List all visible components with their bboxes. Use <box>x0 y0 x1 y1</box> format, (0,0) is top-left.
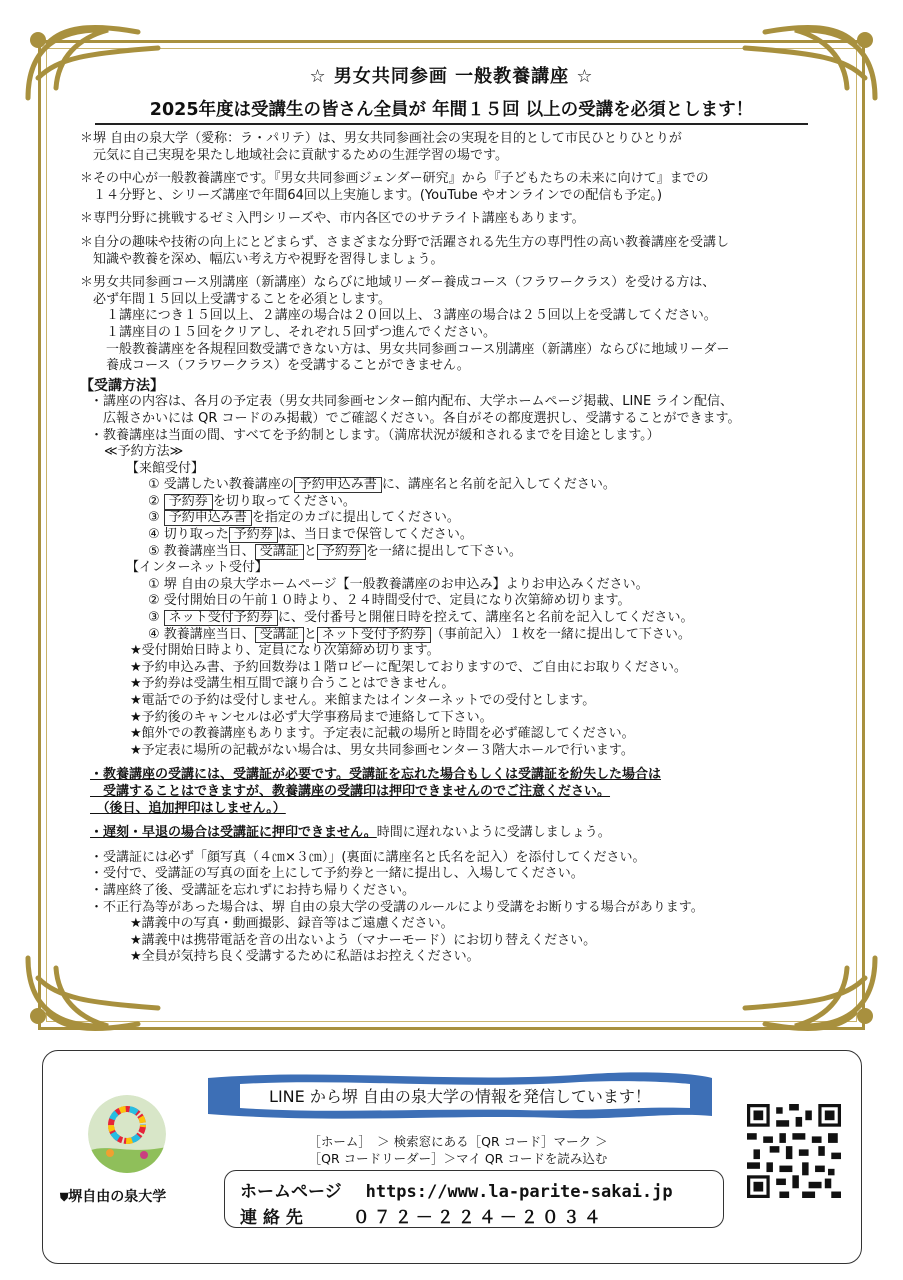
late-notice: ・遅刻・早退の場合は受講証に押印できません。時間に遅れないように受講しましょう。 <box>90 825 611 841</box>
shield-icon: ⛊ <box>60 1191 69 1204</box>
net-ticket-label: ネット受付予約券 <box>317 627 431 643</box>
visit-heading: 【来館受付】 <box>126 460 205 476</box>
visit-step-3: ③ 予約申込み書 を指定のカゴに提出してください。 <box>148 510 460 526</box>
intro-paragraph-4: ＊自分の趣味や技術の向上にとどまらず、さまざまな分野で活躍される先生方の専門性の高い教養講座を受講し 知識や教養を深め、幅広い考え方や視野を習得しましょう。 <box>80 234 729 267</box>
visit-step-1: ① 受講したい教養講座の 予約申込み書 に、講座名と名前を記入してください。 <box>148 477 616 493</box>
homepage-link[interactable]: https://www.la-parite-sakai.jp <box>365 1182 673 1202</box>
intro-paragraph-5: ＊男女共同参画コース別講座（新講座）ならびに地域リーダー養成コース（フラワークラス）を受ける方は、 必ず年間１５回以上受講することを必須とします。 １講座につき１５回以上、２講座の場合は２０回以上、３講座の場合は２５回以上を受講してください。 １講座目の１５回をクリアし、それぞれ５回ずつ進んでください。 一般教養講座を各規程回数受講できない方は、男女共同参画コース別講座（新講座）ならびに地域リーダー 養成コース（フラワークラス）を受講することができません。 <box>80 275 730 374</box>
visit-steps <box>80 477 825 560</box>
ticket-label: 予約券 <box>317 544 366 560</box>
reservation-form-label: 予約申込み書 <box>164 510 252 526</box>
manners-list: ★講義中の写真・動画撮影、録音等はご遠慮ください。 ★講義中は携帯電話を音の出ないよう（マナーモード）にお切り替えください。 ★全員が気持ち良く受講するために私語はお控えください。 <box>130 916 597 965</box>
net-step-4: ④ 教養講座当日、 受講証 と ネット受付予約券 （事前記入）１枚を一緒に提出して下さい。 <box>148 626 691 642</box>
page-title: ☆ 男女共同参画 一般教養講座 ☆ <box>309 66 594 87</box>
reservation-form-label: 予約申込み書 <box>294 477 382 493</box>
net-steps <box>80 577 825 643</box>
main-content <box>80 131 825 966</box>
sdgs-logo-icon <box>88 1095 166 1173</box>
page-subtitle: 2025年度は受講生の皆さん全員が 年間１５回 以上の受講を必須とします！ <box>95 96 808 125</box>
reservation-notes: ★受付開始日時より、定員になり次第締め切ります。 ★予約申込み書、予約回数券は１階ロビーに配架しておりますので、ご自由にお取りください。 ★予約券は受講生相互間で譲り合うことはできません。 ★電話での予約は受付しません。来館またはインターネットでの受付とします。 ★予約後のキャンセルは必ず大学事務局まで連絡して下さい。 ★館外での教養講座もあります。予定表に記載の場所と時間を必ず確認してください。 ★予定表に場所の記載がない場合は、男女共同参画センター３階大ホールで行います。 <box>130 643 687 758</box>
ticket-label: 予約券 <box>164 494 213 510</box>
intro-paragraph-2: ＊その中心が一般教養講座です。『男女共同参画ジェンダー研究』から『子どもたちの未来に向けて』までの １４分野と、シリーズ講座で年間64回以上実施します。(YouTube やオンラインでの配信も予定。) <box>80 171 709 203</box>
contact-phone: ０７２－２２４－２０３４ <box>352 1208 605 1228</box>
certificate-label: 受講証 <box>255 627 304 643</box>
university-logo: ⛊堺自由の泉大学 <box>60 1189 167 1205</box>
line-instructions: ［ホーム］ ＞ 検索窓にある［QR コード］マーク ＞ ［QR コードリーダー］＞マイ QR コードを読み込む <box>308 1134 608 1166</box>
rules-list: ・受講証には必ず「顔写真（４㎝×３㎝）」(裏面に講座名と氏名を記入）を添付してください。 ・受付で、受講証の写真の面を上にして予約券と一緒に提出し、入場してください。 ・講座終了後、受講証を忘れずにお持ち帰りください。 ・不正行為等があった場合は、堺 自由の泉大学の受講のルールにより受講をお断りする場合があります。 <box>90 849 704 915</box>
visit-step-4: ④ 切り取った 予約券 は、当日まで保管してください。 <box>148 527 473 543</box>
visit-step-5: ⑤ 教養講座当日、 受講証 と 予約券 を一緒に提出して下さい。 <box>148 543 522 559</box>
ticket-label: 予約券 <box>229 527 278 543</box>
homepage-row: ホームページ https://www.la-parite-sakai.jp <box>240 1182 673 1202</box>
intro-paragraph-1: ＊堺 自由の泉大学（愛称：ラ・パリテ）は、男女共同参画社会の実現を目的として市民ひとりひとりが 元気に自己実現を果たし地域社会に貢献するための生涯学習の場です。 <box>80 131 682 163</box>
net-ticket-label: ネット受付予約券 <box>164 610 278 626</box>
contact-row: 連 絡 先 ０７２－２２４－２０３４ <box>240 1208 605 1228</box>
net-step-2: ② 受付開始日の午前１０時より、２４時間受付で、定員になり次第締め切ります。 <box>148 593 631 609</box>
line-banner-text: LINE から堺 自由の泉大学の情報を発信しています！ <box>269 1087 651 1106</box>
certificate-warning: ・教養講座の受講には、受講証が必要です。受講証を忘れた場合もしくは受講証を紛失した場合は 受講することはできますが、教養講座の受講印は押印できませんのでご注意ください。 （後日、追加押印はしません。） <box>90 767 661 816</box>
net-step-3: ③ ネット受付予約券 に、受付番号と開催日時を控えて、講座名と名前を記入してください。 <box>148 610 694 626</box>
certificate-label: 受講証 <box>255 544 304 560</box>
method-bullet-1: ・講座の内容は、各月の予定表（男女共同参画センター館内配布、大学ホームページ掲載、LINE ライン配信、 広報さかいには QR コードのみ掲載）でご確認ください。各自がその都度選択し、受講することができます。 <box>90 394 741 426</box>
visit-step-2: ② 予約券 を切り取ってください。 <box>148 493 356 509</box>
method-heading: 【受講方法】 <box>80 377 164 394</box>
net-heading: 【インターネット受付】 <box>126 560 268 576</box>
reserve-heading: ≪予約方法≫ <box>104 444 184 460</box>
qr-code-icon[interactable] <box>747 1104 841 1198</box>
intro-paragraph-3: ＊専門分野に挑戦するゼミ入門シリーズや、市内各区でのサテライト講座もあります。 <box>80 211 585 227</box>
net-step-1: ① 堺 自由の泉大学ホームページ【一般教養講座のお申込み】よりお申込みください。 <box>148 576 649 592</box>
method-bullet-2: ・教養講座は当面の間、すべてを予約制とします。（満席状況が緩和されるまでを目途とします。） <box>90 427 660 443</box>
